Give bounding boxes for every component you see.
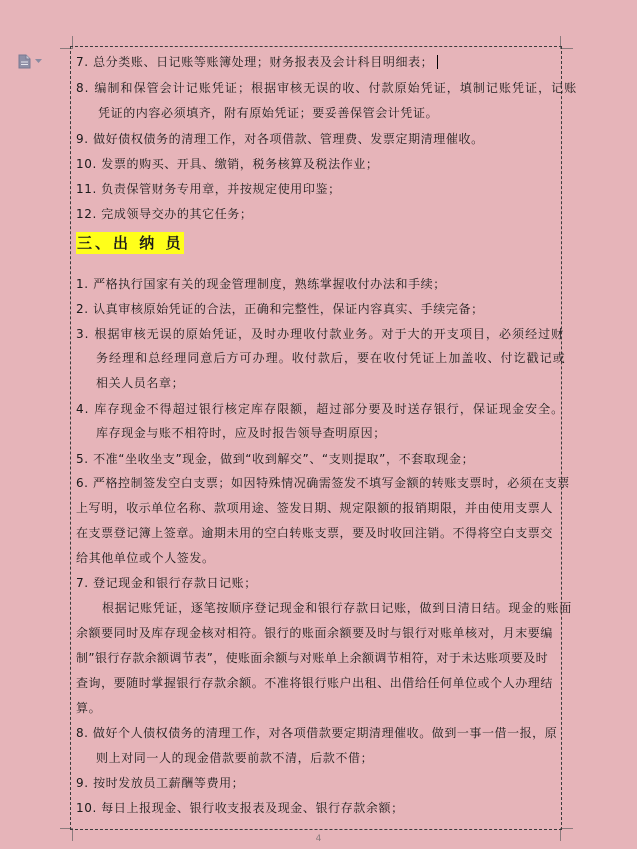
duty-line[interactable]: 在支票登记簿上签章。逾期未用的空白转账支票，要及时收回注销。不得将空白支票交 bbox=[76, 526, 553, 540]
duty-line[interactable]: 3. 根据审核无误的原始凭证，及时办理收付款业务。对于大的开支项目，必须经过财 bbox=[76, 327, 565, 341]
duty-line[interactable]: 库存现金与账不相符时，应及时报告领导查明原因； bbox=[96, 426, 386, 440]
duty-line[interactable]: 11. 负责保管财务专用章，并按规定使用印鉴； bbox=[76, 182, 341, 196]
duty-line[interactable]: 余额要同时及库存现金核对相符。银行的账面余额要及时与银行对账单核对，月末要编 bbox=[76, 626, 553, 640]
duty-line[interactable]: 相关人员名章； bbox=[96, 376, 185, 390]
duty-line[interactable]: 7. 登记现金和银行存款日记账； bbox=[76, 576, 257, 590]
duty-line[interactable]: 8. 做好个人债权债务的清理工作，对各项借款要定期清理催收。做到一事一借一报，原 bbox=[76, 726, 558, 740]
duty-line[interactable]: 2. 认真审核原始凭证的合法，正确和完整性，保证内容真实、手续完备； bbox=[76, 302, 484, 316]
duty-line[interactable]: 8. 编制和保管会计记账凭证；根据审核无误的收、付款原始凭证，填制记账凭证，记账 bbox=[76, 81, 578, 95]
duty-line[interactable]: 10. 发票的购买、开具、缴销，税务核算及税法作业； bbox=[76, 157, 379, 171]
duty-line[interactable]: 6. 严格控制签发空白支票；如因特殊情况确需签发不填写金额的转账支票时，必须在支票 bbox=[76, 476, 570, 490]
duty-line[interactable]: 9. 按时发放员工薪酬等费用； bbox=[76, 776, 245, 790]
text-cursor bbox=[437, 55, 438, 69]
page-number: 4 bbox=[315, 834, 322, 844]
duty-line[interactable]: 7. 总分类账、日记账等账簿处理；财务报表及会计科目明细表； bbox=[76, 54, 560, 70]
duty-line[interactable]: 5. 不准“坐收坐支”现金，做到“收到解交”、“支则提取”，不套取现金； bbox=[76, 452, 475, 466]
duty-line[interactable]: 根据记账凭证，逐笔按顺序登记现金和银行存款日记账，做到日清日结。现金的账面 bbox=[102, 601, 572, 615]
document-icon[interactable] bbox=[18, 54, 31, 69]
duty-line[interactable]: 4. 库存现金不得超过银行核定库存限额，超过部分要及时送存银行，保证现金安全。 bbox=[76, 402, 565, 416]
duty-line[interactable]: 10. 每日上报现金、银行收支报表及现金、银行存款余额； bbox=[76, 801, 404, 815]
duty-line[interactable]: 则上对同一人的现金借款要前款不清，后款不借； bbox=[96, 751, 374, 765]
duty-line[interactable]: 上写明，收示单位名称、款项用途、签发日期、规定限额的报销期限，并由使用支票人 bbox=[76, 501, 553, 515]
duty-line[interactable]: 算。 bbox=[76, 701, 102, 715]
section-heading[interactable]: 三、出 纳 员 bbox=[77, 234, 184, 252]
duty-line[interactable]: 查询，要随时掌握银行存款余额。不准将银行账户出租、出借给任何单位或个人办理结 bbox=[76, 676, 553, 690]
duty-line[interactable]: 给其他单位或个人签发。 bbox=[76, 551, 215, 565]
duty-line[interactable]: 务经理和总经理同意后方可办理。收付款后，要在收付凭证上加盖收、付讫戳记或 bbox=[96, 351, 566, 365]
duty-line[interactable]: 9. 做好债权债务的清理工作，对各项借款、管理费、发票定期清理催收。 bbox=[76, 132, 484, 146]
chevron-down-icon[interactable] bbox=[35, 59, 42, 64]
duty-line[interactable]: 12. 完成领导交办的其它任务； bbox=[76, 207, 253, 221]
document-menu[interactable] bbox=[18, 54, 42, 69]
duty-line[interactable]: 凭证的内容必须填齐，附有原始凭证；要妥善保管会计凭证。 bbox=[98, 106, 439, 120]
duty-line[interactable]: 制”银行存款余额调节表”，使账面余额与对账单上余额调节相符，对于未达账项要及时 bbox=[76, 651, 549, 665]
duty-line[interactable]: 1. 严格执行国家有关的现金管理制度，熟练掌握收付办法和手续； bbox=[76, 277, 446, 291]
